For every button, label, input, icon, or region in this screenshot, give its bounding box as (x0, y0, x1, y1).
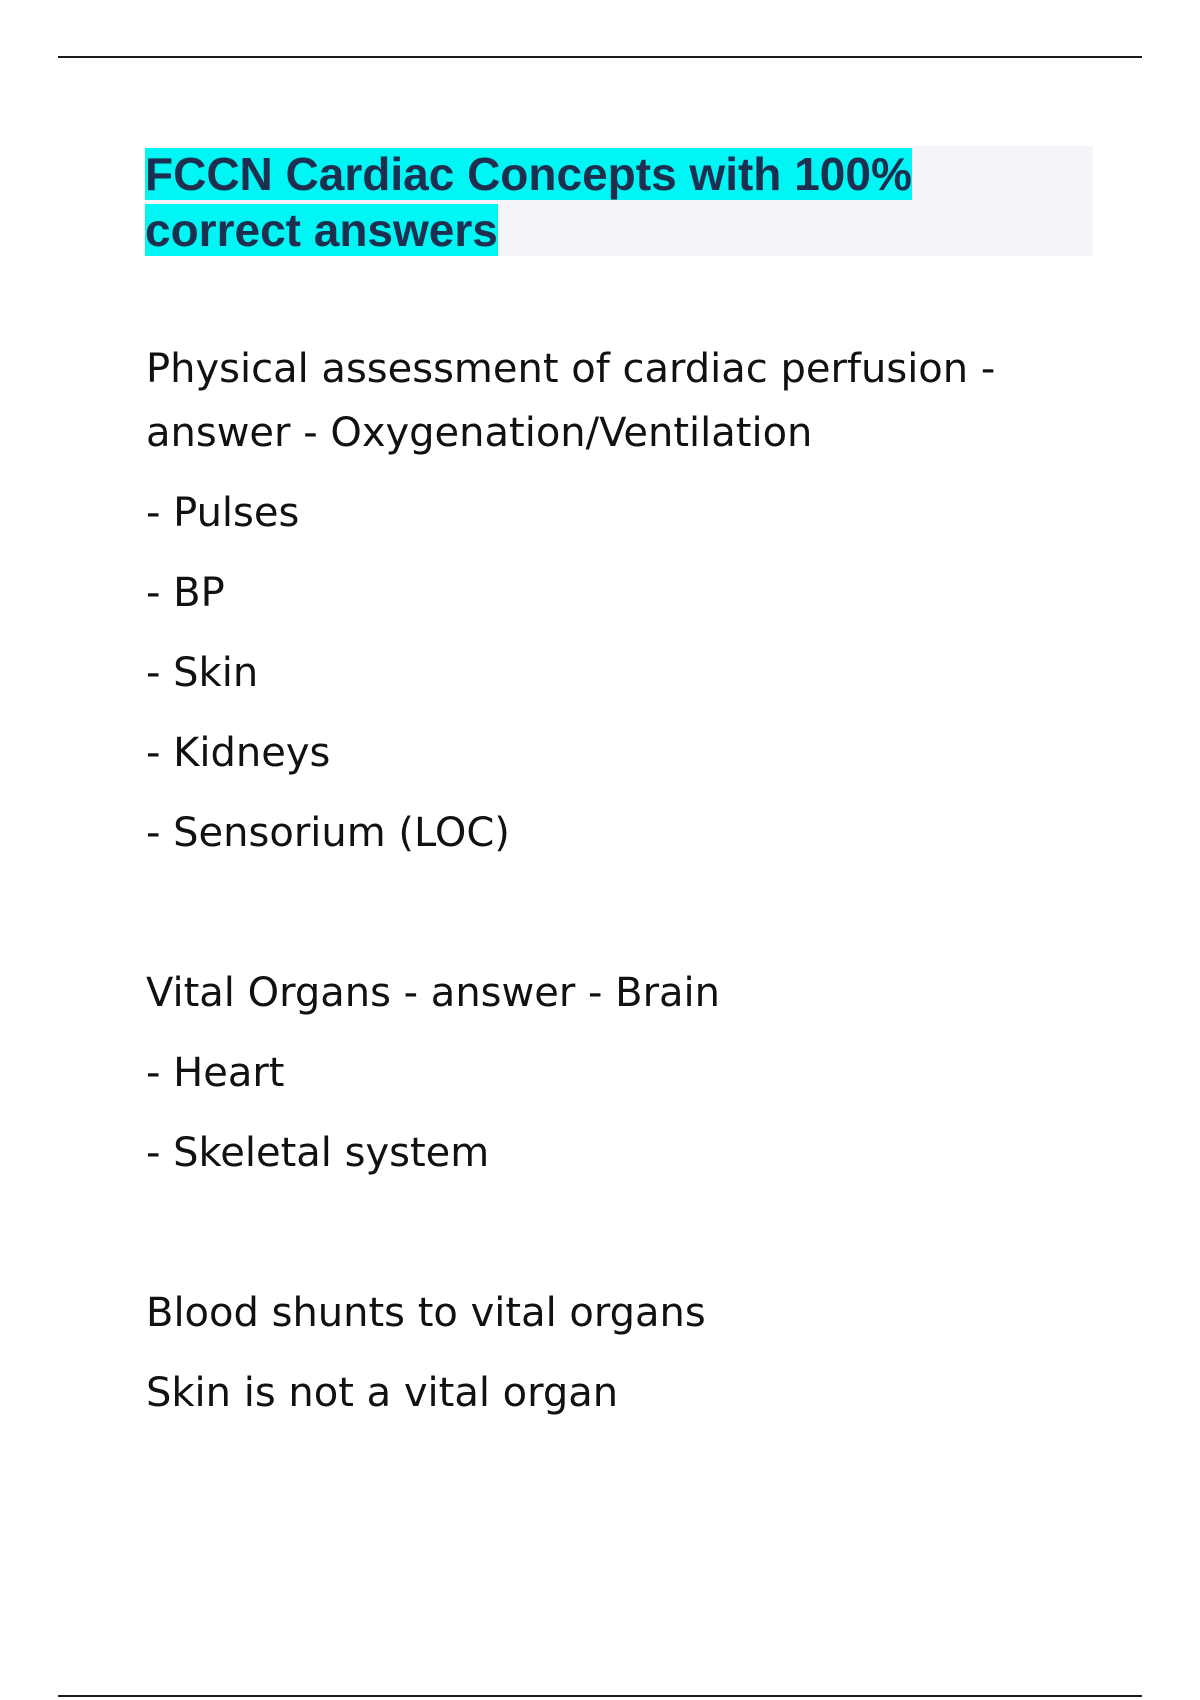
title-line-1: FCCN Cardiac Concepts with 100% (145, 148, 912, 200)
note-text: Blood shunts to vital organs (146, 1290, 706, 1336)
document-body (146, 337, 1106, 1433)
section-spacer (146, 1193, 1106, 1273)
list-item: - Heart (146, 1050, 285, 1096)
question-answer-text: Vital Organs - answer - Brain (146, 970, 721, 1016)
document-title (145, 146, 1005, 258)
list-item: - Pulses (146, 490, 300, 536)
notes-block (146, 1273, 1106, 1433)
question-text: Physical assessment of cardiac perfusion - (146, 346, 996, 392)
note-text: Skin is not a vital organ (146, 1370, 619, 1416)
qa-block-vital-organs (146, 953, 1106, 1193)
section-spacer (146, 873, 1106, 953)
list-item: - Skeletal system (146, 1130, 490, 1176)
list-item: - Kidneys (146, 730, 331, 776)
list-item: - Skin (146, 650, 259, 696)
list-item: - Sensorium (LOC) (146, 810, 510, 856)
qa-block-perfusion (146, 337, 1106, 873)
header-rule (58, 56, 1142, 58)
list-item: - BP (146, 570, 225, 616)
question-answer-text: answer - Oxygenation/Ventilation (146, 410, 813, 456)
title-line-2: correct answers (145, 204, 498, 256)
footer-rule (58, 1695, 1142, 1697)
